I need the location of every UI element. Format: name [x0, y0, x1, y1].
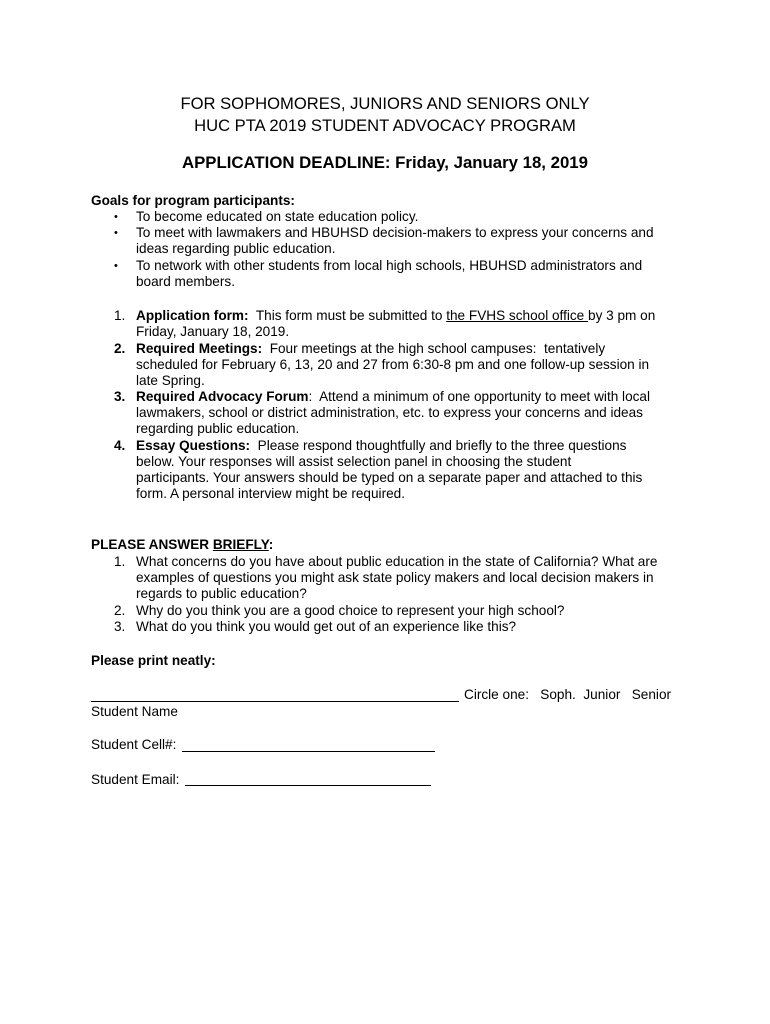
step-application-form: [136, 308, 655, 324]
questions-heading: [91, 537, 273, 553]
goal-item: To become educated on state education policy.: [136, 209, 419, 224]
question-number: 2.: [114, 603, 126, 618]
step-continued: below. Your responses will assist selection panel in choosing the student: [136, 454, 572, 469]
step-essay-questions: [136, 438, 626, 454]
step-number: 2.: [114, 341, 126, 356]
program-title: HUC PTA 2019 STUDENT ADVOCACY PROGRAM: [194, 116, 576, 135]
step-text: Four meetings at the high school campuses: tentatively: [262, 341, 606, 356]
question-item-continued: examples of questions you might ask state policy makers and local decision makers in: [136, 570, 654, 585]
step-text: : Attend a minimum of one opportunity to meet with local: [308, 389, 651, 404]
student-cell-label: Student Cell#:: [91, 737, 181, 752]
step-label: Required Meetings:: [136, 341, 263, 356]
questions-heading-emphasis: BRIEFLY: [212, 537, 269, 552]
questions-heading-suffix: :: [268, 537, 274, 552]
question-item-continued: regards to public education?: [136, 586, 307, 601]
school-office-link[interactable]: the FVHS school office: [446, 308, 589, 323]
student-email-field[interactable]: [185, 785, 431, 786]
goal-item: To meet with lawmakers and HBUHSD decision-makers to express your concerns and: [136, 225, 654, 240]
step-continued: form. A personal interview might be required.: [136, 486, 405, 501]
question-number: 1.: [114, 554, 126, 569]
question-item: What concerns do you have about public education in the state of California? What are: [136, 554, 658, 569]
goals-heading: Goals for program participants:: [91, 193, 295, 208]
step-continued: lawmakers, school or district administration, etc. to express your concerns and ideas: [136, 405, 643, 420]
questions-heading-prefix: PLEASE ANSWER: [91, 537, 213, 552]
question-number: 3.: [114, 619, 126, 634]
bullet-icon: •: [114, 211, 118, 223]
goal-item-continued: board members.: [136, 274, 235, 289]
bullet-icon: •: [114, 227, 118, 239]
student-cell-field[interactable]: [182, 751, 435, 752]
bullet-icon: •: [114, 260, 118, 272]
step-continued: late Spring.: [136, 373, 205, 388]
step-number: 1.: [114, 308, 126, 323]
goal-item: To network with other students from local high schools, HBUHSD administrators and: [136, 258, 643, 273]
step-continued: Friday, January 18, 2019.: [136, 324, 290, 339]
print-note: Please print neatly:: [91, 653, 216, 668]
grade-selector[interactable]: Circle one: Soph. Junior Senior: [464, 687, 672, 702]
step-advocacy-forum: [136, 389, 650, 405]
step-label: Application form:: [136, 308, 249, 323]
question-item: Why do you think you are a good choice to represent your high school?: [136, 603, 565, 618]
step-text: Please respond thoughtfully and briefly to the three questions: [250, 438, 627, 453]
step-continued: participants. Your answers should be typed on a separate paper and attached to this: [136, 470, 643, 485]
step-number: 3.: [114, 389, 126, 404]
question-item: What do you think you would get out of an experience like this?: [136, 619, 517, 634]
step-text: This form must be submitted to: [248, 308, 447, 323]
step-text: by 3 pm on: [588, 308, 656, 323]
step-continued: scheduled for February 6, 13, 20 and 27 from 6:30-8 pm and one follow-up session in: [136, 357, 650, 372]
step-continued: regarding public education.: [136, 421, 300, 436]
student-name-label: Student Name: [91, 704, 178, 719]
audience-heading: FOR SOPHOMORES, JUNIORS AND SENIORS ONLY: [180, 94, 590, 113]
goal-item-continued: ideas regarding public education.: [136, 241, 336, 256]
student-email-label: Student Email:: [91, 772, 184, 787]
student-name-field[interactable]: [91, 701, 459, 702]
step-label: Essay Questions:: [136, 438, 251, 453]
step-number: 4.: [114, 438, 126, 453]
step-required-meetings: [136, 341, 605, 357]
step-label: Required Advocacy Forum: [136, 389, 309, 404]
application-deadline: APPLICATION DEADLINE: Friday, January 18, 2019: [182, 153, 588, 172]
